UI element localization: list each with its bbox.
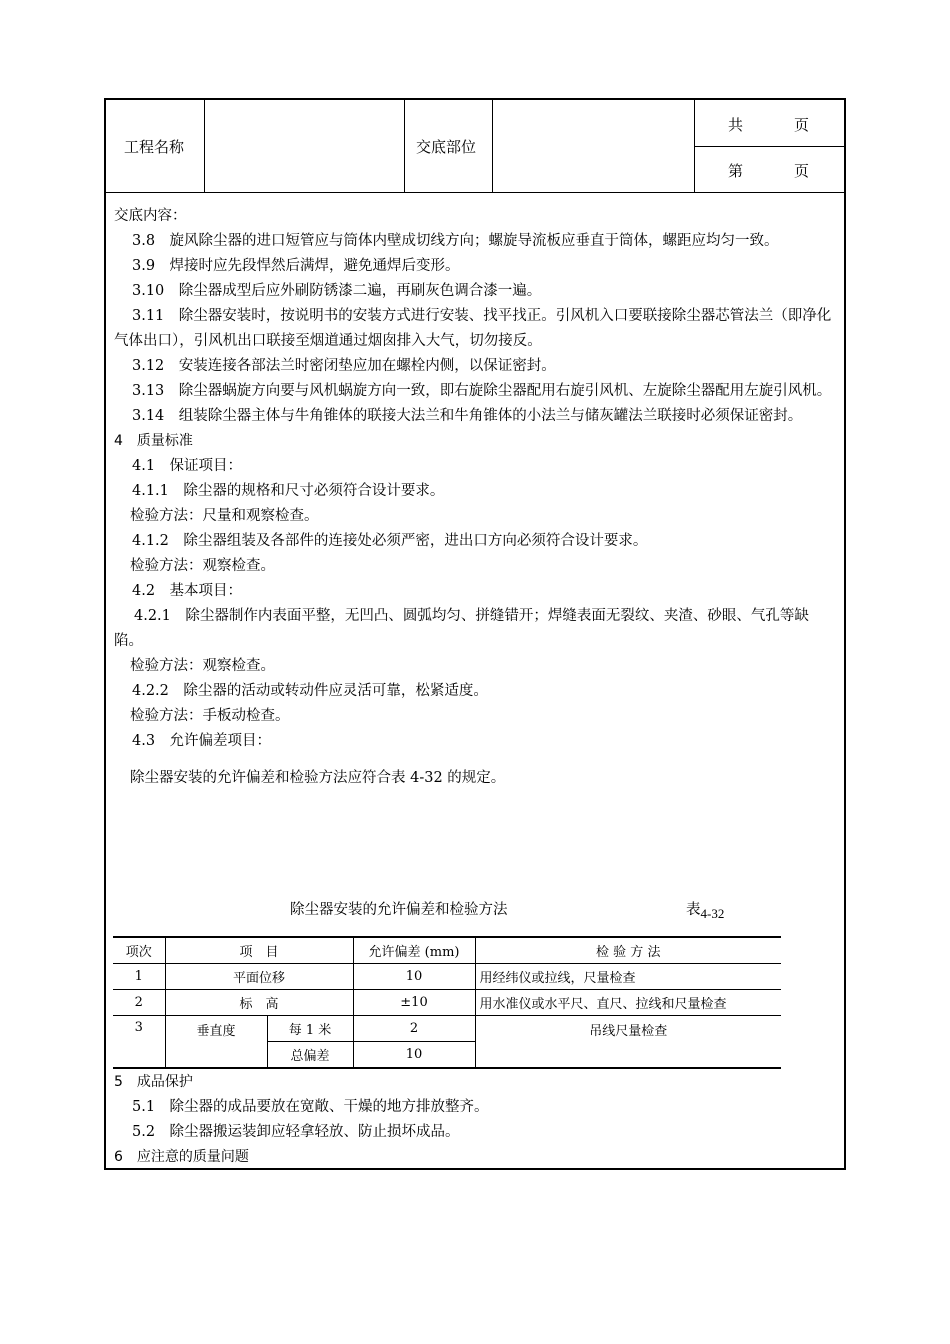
table-number-value: 4-32 xyxy=(700,906,725,921)
row-method: 用水准仪或水平尺、直尺、拉线和尺量检查 xyxy=(475,990,781,1016)
clause-4-3: 4.3 允许偏差项目： xyxy=(132,733,272,749)
table-number xyxy=(686,898,724,919)
clause-4-1-2-method: 检验方法：观察检查。 xyxy=(130,558,275,574)
project-name-label: 工程名称 xyxy=(124,138,185,156)
row-deviation: 10 xyxy=(353,1042,475,1069)
row-subitem: 每 1 米 xyxy=(267,1016,353,1042)
row-method: 用经纬仪或拉线，尺量检查 xyxy=(475,964,781,990)
clause-4-1: 4.1 保证项目： xyxy=(132,458,243,474)
total-label: 共 xyxy=(728,116,744,134)
clause-5-1: 5.1 除尘器的成品要放在宽敞、干燥的地方排放整齐。 xyxy=(132,1099,489,1115)
header-no: 项次 xyxy=(113,937,165,964)
table-header-row xyxy=(113,937,781,964)
header-item: 项 目 xyxy=(165,937,353,964)
content-label: 交底内容： xyxy=(114,208,187,224)
total-unit: 页 xyxy=(794,116,810,134)
table-row xyxy=(113,1016,781,1042)
row-method: 吊线尺量检查 xyxy=(475,1016,781,1069)
page-number xyxy=(694,146,844,192)
section-5-title: 5 成品保护 xyxy=(114,1074,193,1090)
row-item: 标 高 xyxy=(165,990,353,1016)
closing-content xyxy=(114,1070,836,1170)
table-number-label: 表 xyxy=(686,902,701,918)
clause-4-2-2: 4.2.2 除尘器的活动或转动件应灵活可靠，松紧适度。 xyxy=(132,683,488,699)
clause-4-2-1: 4.2.1 除尘器制作内表面平整，无凹凸、圆弧均匀、拼缝错开；焊缝表面无裂纹、夹渣、砂眼、气孔等缺陷。 xyxy=(114,608,809,649)
header-deviation: 允许偏差 (mm) xyxy=(353,937,475,964)
clause-4-1-1: 4.1.1 除尘器的规格和尺寸必须符合设计要求。 xyxy=(132,483,445,499)
header-method: 检 验 方 法 xyxy=(475,937,781,964)
clause-3-13: 3.13 除尘器蜗旋方向要与风机蜗旋方向一致，即右旋除尘器配用右旋引风机、左旋除尘器配用左旋引风机。 xyxy=(132,383,832,399)
row-subitem: 总偏差 xyxy=(267,1042,353,1069)
clause-4-1-1-method: 检验方法：尺量和观察检查。 xyxy=(130,508,319,524)
row-no: 3 xyxy=(113,1016,165,1069)
row-no: 2 xyxy=(113,990,165,1016)
clause-4-2-1-method: 检验方法：观察检查。 xyxy=(130,658,275,674)
divider xyxy=(404,100,405,192)
row-item: 平面位移 xyxy=(165,964,353,990)
clause-3-10: 3.10 除尘器成型后应外刷防锈漆二遍，再刷灰色调合漆一遍。 xyxy=(132,283,542,299)
table-row xyxy=(113,990,781,1016)
handover-sheet xyxy=(104,98,846,1170)
clause-4-1-2: 4.1.2 除尘器组装及各部件的连接处必须严密，进出口方向必须符合设计要求。 xyxy=(132,533,648,549)
divider xyxy=(492,100,493,192)
handover-content xyxy=(114,204,836,791)
clause-3-12: 3.12 安装连接各部法兰时密闭垫应加在螺栓内侧，以保证密封。 xyxy=(132,358,556,374)
clause-5-2: 5.2 除尘器搬运装卸应轻拿轻放、防止损坏成品。 xyxy=(132,1124,460,1140)
page-label: 第 xyxy=(728,162,744,180)
row-deviation: 10 xyxy=(353,964,475,990)
clause-4-2: 4.2 基本项目： xyxy=(132,583,243,599)
table-caption: 除尘器安装的允许偏差和检验方法 xyxy=(290,902,508,918)
clause-3-11: 3.11 除尘器安装时，按说明书的安装方式进行安装、找平找正。引风机入口要联接除尘器芯管法兰（即净化气体出口），引风机出口联接至烟道通过烟囱排入大气，切勿接反。 xyxy=(114,308,832,349)
row-deviation: 2 xyxy=(353,1016,475,1042)
section-4-title: 4 质量标准 xyxy=(114,433,193,449)
row-item: 垂直度 xyxy=(165,1016,267,1069)
clause-4-3-note: 除尘器安装的允许偏差和检验方法应符合表 4-32 的规定。 xyxy=(130,770,506,786)
section-6-title: 6 应注意的质量问题 xyxy=(114,1149,249,1165)
clause-3-9: 3.9 焊接时应先段悍然后满焊，避免通焊后变形。 xyxy=(132,258,460,274)
page-unit: 页 xyxy=(794,162,810,180)
table-row xyxy=(113,964,781,990)
clause-3-8: 3.8 旋风除尘器的进口短管应与筒体内壁成切线方向；螺旋导流板应垂直于筒体，螺距应均匀一致。 xyxy=(132,233,779,249)
total-pages xyxy=(694,100,844,146)
row-deviation: ±10 xyxy=(353,990,475,1016)
deviation-table xyxy=(113,936,781,1069)
clause-3-14: 3.14 组装除尘器主体与牛角锥体的联接大法兰和牛角锥体的小法兰与储灰罐法兰联接时必须保证密封。 xyxy=(132,408,803,424)
handover-part-label: 交底部位 xyxy=(416,138,477,156)
header-grid xyxy=(106,100,844,193)
clause-4-2-2-method: 检验方法：手板动检查。 xyxy=(130,708,290,724)
divider xyxy=(204,100,205,192)
row-no: 1 xyxy=(113,964,165,990)
